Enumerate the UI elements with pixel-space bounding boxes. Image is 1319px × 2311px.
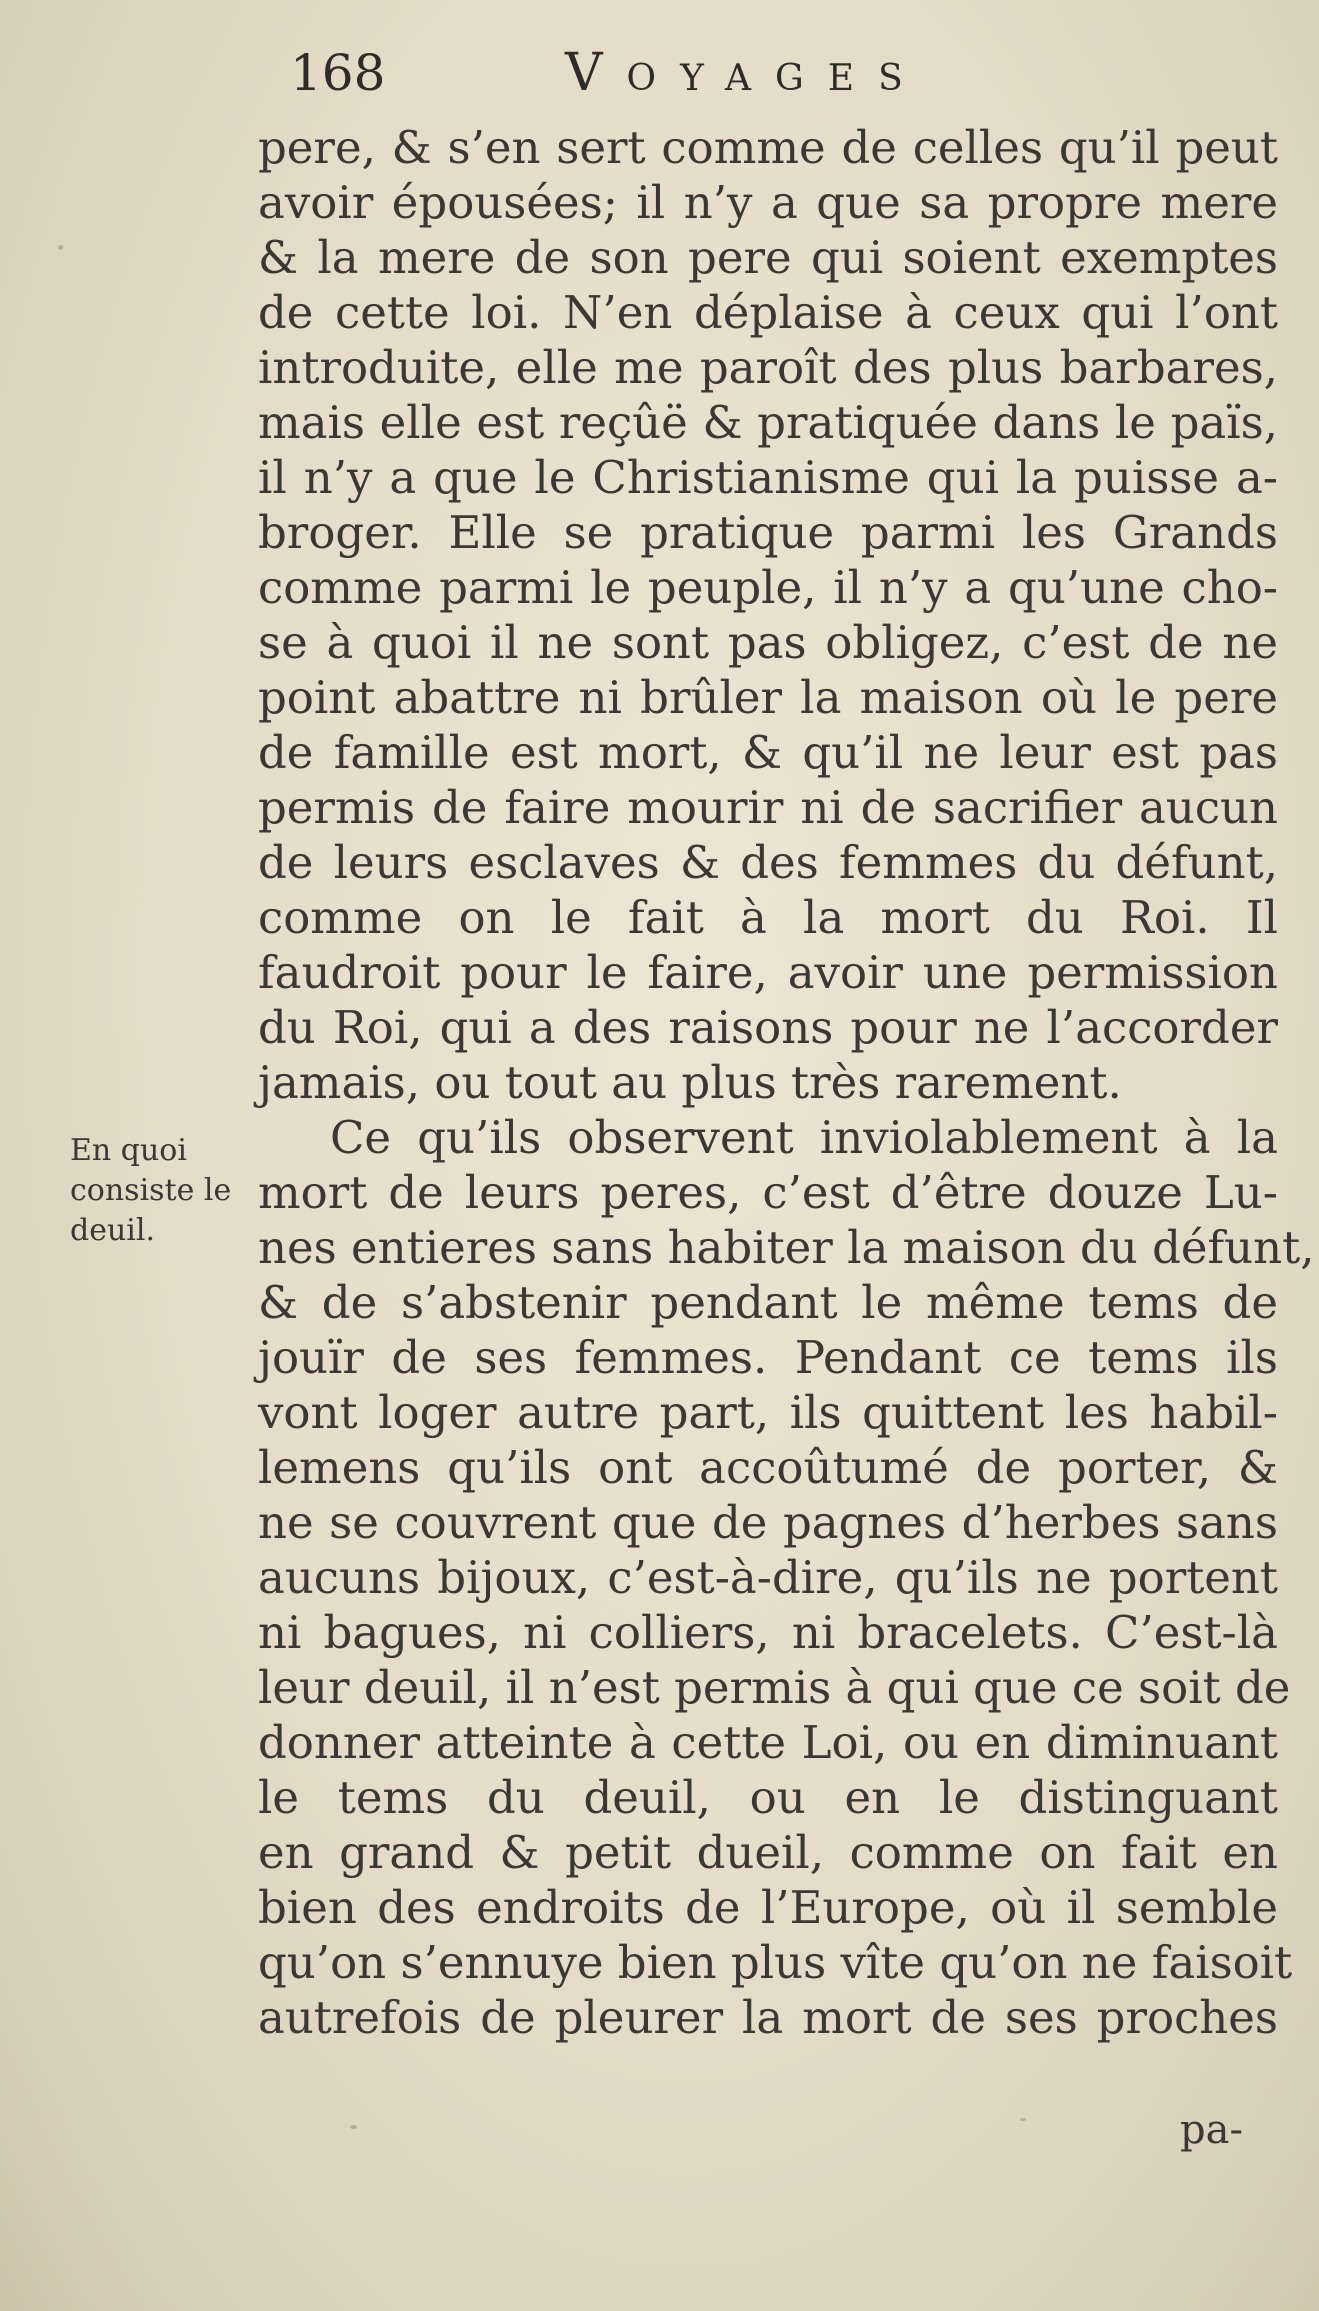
margin-note-line: consiste le	[70, 1173, 232, 1208]
text-line: ne se couvrent que de pagnes d’herbes sans	[258, 1496, 1278, 1549]
margin-note-line: En quoi	[70, 1133, 187, 1168]
text-line: jamais, ou tout au plus très rarement.	[258, 1056, 1122, 1109]
text-line: de famille est mort, & qu’il ne leur est pas	[258, 726, 1278, 779]
text-line: & la mere de son pere qui soient exemptes	[258, 231, 1278, 284]
text-line: mais elle est reçûë & pratiquée dans le païs,	[258, 396, 1278, 449]
margin-note	[70, 1131, 250, 1251]
text-line: du Roi, qui a des raisons pour ne l’accorder	[258, 1001, 1278, 1054]
paper-speck	[58, 245, 63, 250]
page-header	[290, 38, 1270, 108]
catchword: pa-	[1180, 2107, 1243, 2153]
text-line: vont loger autre part, ils quittent les habil-	[258, 1386, 1278, 1439]
text-line: comme on le fait à la mort du Roi. Il	[258, 891, 1278, 944]
text-line: lemens qu’ils ont accoûtumé de porter, &	[258, 1441, 1278, 1494]
text-line: se à quoi il ne sont pas obligez, c’est de ne	[258, 616, 1278, 669]
text-line: & de s’abstenir pendant le même tems de	[258, 1276, 1278, 1329]
text-line: avoir épousées; il n’y a que sa propre mere	[258, 176, 1278, 229]
text-line: pere, & s’en sert comme de celles qu’il peut	[258, 121, 1278, 174]
text-line: de leurs esclaves & des femmes du défunt,	[258, 836, 1278, 889]
text-line: en grand & petit dueil, comme on fait en	[258, 1826, 1278, 1879]
main-text	[258, 120, 1315, 2045]
text-line: bien des endroits de l’Europe, où il semble	[258, 1881, 1278, 1934]
margin-note-line: deuil.	[70, 1213, 156, 1248]
text-line: broger. Elle se pratique parmi les Grands	[258, 506, 1278, 559]
text-line: leur deuil, il n’est permis à qui que ce soit de	[258, 1661, 1291, 1714]
text-line: autrefois de pleurer la mort de ses proches	[258, 1991, 1278, 2044]
paper-speck	[1020, 2118, 1026, 2121]
text-line: ni bagues, ni colliers, ni bracelets. C’est-là	[258, 1606, 1278, 1659]
text-line: jouïr de ses femmes. Pendant ce tems ils	[258, 1331, 1278, 1384]
text-line: qu’on s’ennuye bien plus vîte qu’on ne faisoit	[258, 1936, 1293, 1989]
paper-speck	[350, 2125, 357, 2129]
page-number: 168	[290, 44, 386, 102]
text-line: faudroit pour le faire, avoir une permission	[258, 946, 1278, 999]
text-line: point abattre ni brûler la maison où le pere	[258, 671, 1278, 724]
paragraph-start-line: Ce qu’ils observent inviolablement à la	[330, 1111, 1278, 1164]
text-line: donner atteinte à cette Loi, ou en diminuant	[258, 1716, 1278, 1769]
text-line: comme parmi le peuple, il n’y a qu’une cho-	[258, 561, 1278, 614]
running-head: Voyages	[565, 43, 927, 103]
text-line: permis de faire mourir ni de sacrifier aucun	[258, 781, 1278, 834]
text-line: de cette loi. N’en déplaise à ceux qui l’ont	[258, 286, 1278, 339]
text-line: mort de leurs peres, c’est d’être douze Lu-	[258, 1166, 1278, 1219]
text-line: le tems du deuil, ou en le distinguant	[258, 1771, 1278, 1824]
text-line: nes entieres sans habiter la maison du défunt,	[258, 1221, 1315, 1274]
text-line: il n’y a que le Christianisme qui la puisse a-	[258, 451, 1278, 504]
text-line: aucuns bijoux, c’est-à-dire, qu’ils ne portent	[258, 1551, 1278, 1604]
text-line: introduite, elle me paroît des plus barbares,	[258, 341, 1278, 394]
